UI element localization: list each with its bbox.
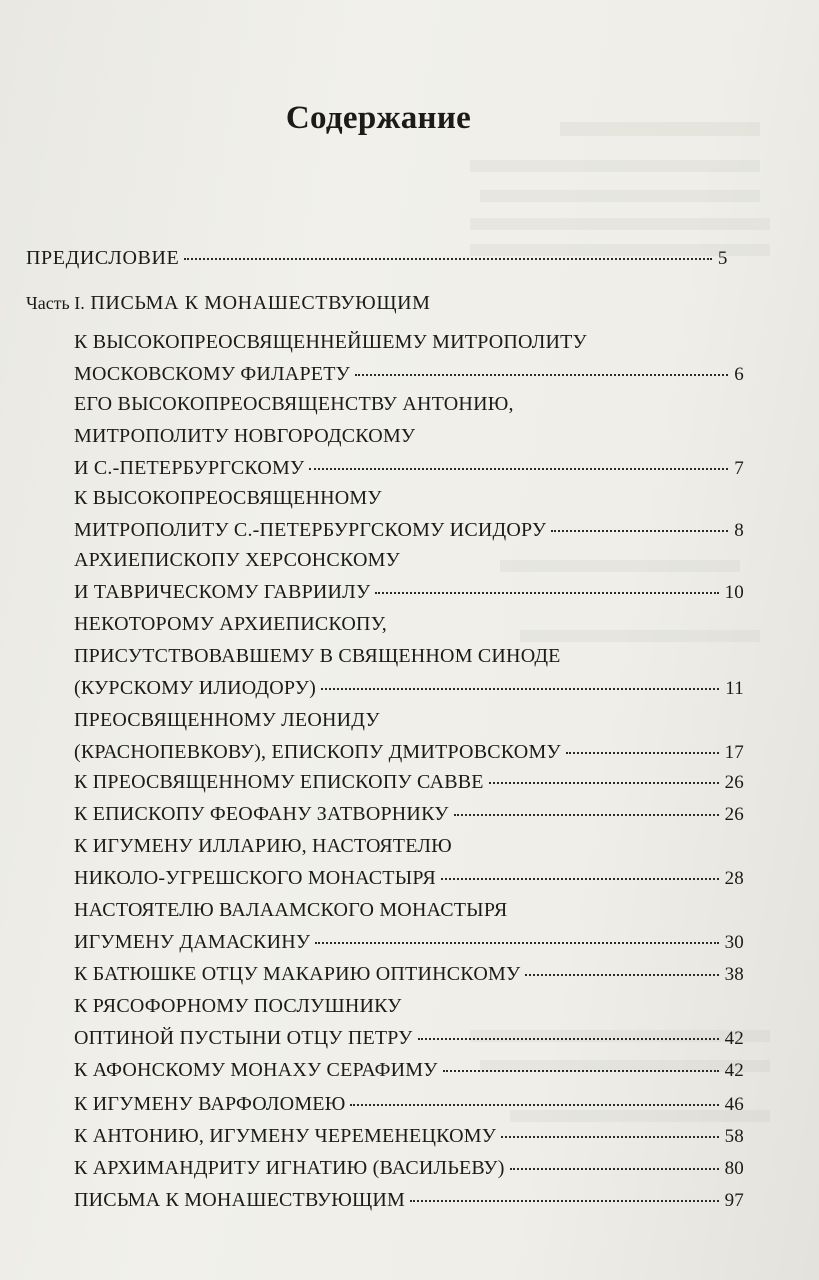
toc-entry-text: МОСКОВСКОМУ ФИЛАРЕТУ bbox=[74, 363, 350, 385]
dot-leader bbox=[184, 258, 712, 260]
page-title: Содержание bbox=[285, 100, 472, 136]
toc-entry-text: К АРХИМАНДРИТУ ИГНАТИЮ (ВАСИЛЬЕВУ) bbox=[74, 1157, 505, 1179]
toc-entry-text: ЕГО ВЫСОКОПРЕОСВЯЩЕНСТВУ АНТОНИЮ, bbox=[74, 393, 514, 415]
dot-leader bbox=[443, 1070, 719, 1072]
toc-entry-text: (КУРСКОМУ ИЛИОДОРУ) bbox=[74, 677, 316, 699]
toc-entry-text: ОПТИНОЙ ПУСТЫНИ ОТЦУ ПЕТРУ bbox=[74, 1027, 413, 1049]
toc-entry-continuation[interactable] bbox=[74, 898, 507, 922]
dot-leader bbox=[355, 374, 728, 376]
toc-entry[interactable] bbox=[74, 740, 744, 765]
toc-entry[interactable] bbox=[74, 866, 744, 891]
toc-entry-text: К РЯСОФОРНОМУ ПОСЛУШНИКУ bbox=[74, 995, 402, 1017]
toc-entry-text: К ВЫСОКОПРЕОСВЯЩЕННЕЙШЕМУ МИТРОПОЛИТУ bbox=[74, 331, 587, 353]
toc-page-number: 10 bbox=[724, 582, 744, 603]
toc-entry-text: К ПРЕОСВЯЩЕННОМУ ЕПИСКОПУ САВВЕ bbox=[74, 771, 484, 793]
dot-leader bbox=[350, 1104, 718, 1106]
toc-entry[interactable] bbox=[74, 1026, 744, 1051]
dot-leader bbox=[551, 530, 728, 532]
dot-leader bbox=[315, 942, 718, 944]
dot-leader bbox=[525, 974, 718, 976]
toc-entry-text: ПИСЬМА К МОНАШЕСТВУЮЩИМ bbox=[74, 1189, 405, 1211]
toc-entry-continuation[interactable] bbox=[74, 486, 382, 510]
toc-entry-text: НЕКОТОРОМУ АРХИЕПИСКОПУ, bbox=[74, 613, 388, 635]
toc-entry-text: К ИГУМЕНУ ИЛЛАРИЮ, НАСТОЯТЕЛЮ bbox=[74, 835, 452, 857]
toc-page-number: 30 bbox=[724, 932, 744, 953]
toc-page-number: 17 bbox=[724, 742, 744, 763]
toc-entry-text: НИКОЛО-УГРЕШСКОГО МОНАСТЫРЯ bbox=[74, 867, 436, 889]
dot-leader bbox=[418, 1038, 719, 1040]
toc-entry-text: ПРЕДИСЛОВИЕ bbox=[26, 247, 180, 269]
toc-page-number: 26 bbox=[724, 804, 744, 825]
toc-entry[interactable] bbox=[74, 580, 744, 605]
toc-entry-text: К АФОНСКОМУ МОНАХУ СЕРАФИМУ bbox=[74, 1059, 438, 1081]
toc-entry-continuation[interactable] bbox=[74, 392, 514, 416]
toc-page-number: 42 bbox=[724, 1060, 744, 1081]
toc-page-number: 46 bbox=[724, 1094, 744, 1115]
toc-page-number: 28 bbox=[724, 868, 744, 889]
toc-entry-text: МИТРОПОЛИТУ НОВГОРОДСКОМУ bbox=[74, 425, 416, 447]
toc-page-number: 5 bbox=[717, 248, 728, 269]
toc-entry[interactable] bbox=[74, 362, 744, 387]
toc-page-number: 11 bbox=[725, 678, 744, 699]
toc-entry-text: НАСТОЯТЕЛЮ ВАЛААМСКОГО МОНАСТЫРЯ bbox=[74, 899, 508, 921]
toc-entry-text: АРХИЕПИСКОПУ ХЕРСОНСКОМУ bbox=[74, 549, 400, 571]
toc-entry[interactable] bbox=[74, 1188, 744, 1213]
toc-page-number: 58 bbox=[724, 1126, 744, 1147]
toc-entry-text: МИТРОПОЛИТУ С.-ПЕТЕРБУРГСКОМУ ИСИДОРУ bbox=[74, 519, 547, 541]
toc-entry-continuation[interactable] bbox=[74, 644, 561, 668]
toc-entry-text: К ЕПИСКОПУ ФЕОФАНУ ЗАТВОРНИКУ bbox=[74, 803, 449, 825]
dot-leader bbox=[309, 468, 728, 470]
toc-entry-text: К ИГУМЕНУ ВАРФОЛОМЕЮ bbox=[74, 1093, 346, 1115]
toc-entry[interactable] bbox=[74, 676, 744, 701]
toc-entry[interactable] bbox=[74, 930, 744, 955]
toc-entry-preface[interactable] bbox=[26, 246, 728, 271]
toc-page-number: 38 bbox=[724, 964, 744, 985]
toc-entry-text: К БАТЮШКЕ ОТЦУ МАКАРИЮ ОПТИНСКОМУ bbox=[74, 963, 521, 985]
toc-entry-continuation[interactable] bbox=[74, 834, 452, 858]
toc-entry-continuation[interactable] bbox=[74, 708, 380, 732]
toc-page-number: 97 bbox=[724, 1190, 744, 1211]
dot-leader bbox=[441, 878, 719, 880]
toc-entry-text: И ТАВРИЧЕСКОМУ ГАВРИИЛУ bbox=[74, 581, 371, 603]
toc-entry[interactable] bbox=[74, 456, 744, 481]
toc-entry[interactable] bbox=[74, 1124, 744, 1149]
dot-leader bbox=[454, 814, 719, 816]
toc-entry-text: ПРЕОСВЯЩЕННОМУ ЛЕОНИДУ bbox=[74, 709, 380, 731]
dot-leader bbox=[566, 752, 719, 754]
toc-page-number: 6 bbox=[734, 364, 744, 385]
toc-entry-text: И С.-ПЕТЕРБУРГСКОМУ bbox=[74, 457, 305, 479]
toc-entry-text: ИГУМЕНУ ДАМАСКИНУ bbox=[74, 931, 311, 953]
toc-page-number: 8 bbox=[734, 520, 744, 541]
toc-entry[interactable] bbox=[74, 1058, 744, 1083]
toc-entry-continuation[interactable] bbox=[74, 548, 400, 572]
toc-entry-continuation[interactable] bbox=[74, 994, 402, 1018]
toc-page-number: 42 bbox=[724, 1028, 744, 1049]
toc-entry[interactable] bbox=[74, 1156, 744, 1181]
dot-leader bbox=[510, 1168, 719, 1170]
dot-leader bbox=[489, 782, 719, 784]
toc-page-number: 26 bbox=[724, 772, 744, 793]
dot-leader bbox=[501, 1136, 718, 1138]
dot-leader bbox=[375, 592, 718, 594]
toc-entry-continuation[interactable] bbox=[74, 612, 387, 636]
toc-entry-continuation[interactable] bbox=[74, 330, 587, 354]
toc-entry[interactable] bbox=[74, 518, 744, 543]
toc-entry[interactable] bbox=[74, 770, 744, 795]
part-title: ПИСЬМА К МОНАШЕСТВУЮЩИМ bbox=[90, 292, 431, 314]
toc-entry-text: К ВЫСОКОПРЕОСВЯЩЕННОМУ bbox=[74, 487, 382, 509]
toc-entry[interactable] bbox=[74, 802, 744, 827]
dot-leader bbox=[410, 1200, 719, 1202]
toc-entry[interactable] bbox=[74, 962, 744, 987]
toc-page-number: 80 bbox=[724, 1158, 744, 1179]
part-label: Часть I. bbox=[26, 293, 85, 313]
toc-entry-text: ПРИСУТСТВОВАВШЕМУ В СВЯЩЕННОМ СИНОДЕ bbox=[74, 645, 561, 667]
toc-entry-continuation[interactable] bbox=[74, 424, 415, 448]
toc-entry-text: (КРАСНОПЕВКОВУ), ЕПИСКОПУ ДМИТРОВСКОМУ bbox=[74, 741, 561, 763]
toc-page-number: 7 bbox=[734, 458, 744, 479]
dot-leader bbox=[321, 688, 719, 690]
toc-entry[interactable] bbox=[74, 1092, 744, 1117]
toc-entry-text: К АНТОНИЮ, ИГУМЕНУ ЧЕРЕМЕНЕЦКОМУ bbox=[74, 1125, 497, 1147]
toc-part-heading[interactable] bbox=[26, 291, 431, 315]
